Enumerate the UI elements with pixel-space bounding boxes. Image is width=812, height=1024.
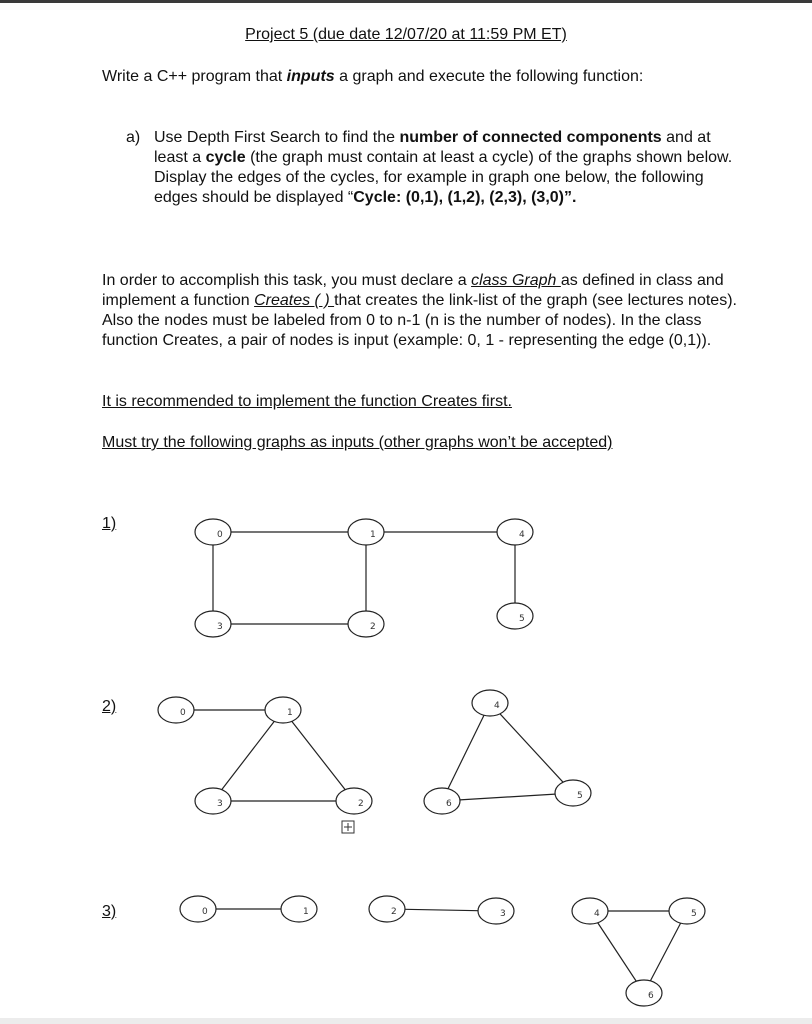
bottom-border bbox=[0, 1018, 812, 1024]
graph-edge-1-3 bbox=[222, 721, 275, 789]
graph-node-0 bbox=[195, 519, 231, 545]
graph-edge-5-6 bbox=[650, 923, 680, 981]
page-title: Project 5 (due date 12/07/20 at 11:59 PM ET) bbox=[245, 26, 567, 43]
graph-node-0 bbox=[158, 697, 194, 723]
graph-node-label: 3 bbox=[500, 909, 506, 919]
graph-node-label: 4 bbox=[494, 701, 500, 711]
graph-node-4 bbox=[472, 690, 508, 716]
graph-node-label: 5 bbox=[519, 614, 525, 624]
graph-node-label: 6 bbox=[446, 799, 452, 809]
graph-node-2 bbox=[369, 896, 405, 922]
graph-edge-4-6 bbox=[448, 715, 484, 788]
graph-node-label: 3 bbox=[217, 799, 223, 809]
graph-node-label: 0 bbox=[217, 530, 223, 540]
graph-edge-2-3 bbox=[405, 909, 478, 910]
graph-2 bbox=[158, 690, 591, 814]
graph-node-4 bbox=[497, 519, 533, 545]
graph-node-5 bbox=[555, 780, 591, 806]
task-a-cycle-example: Cycle: (0,1), (1,2), (2,3), (3,0) bbox=[353, 189, 564, 206]
graph-node-label: 5 bbox=[691, 909, 697, 919]
graph-3-label: 3) bbox=[102, 903, 117, 920]
task-a-bold: cycle bbox=[205, 149, 246, 166]
graph-node-label: 6 bbox=[648, 991, 654, 1001]
graph-3 bbox=[180, 896, 705, 1006]
graph-1 bbox=[195, 519, 533, 637]
para-text: that creates the link-list of the graph (see lectures notes). Also the nodes must be labeled from 0 to n-1 (n is the number of nodes). In the class function Creates, a pair of nodes is input (example: 0, 1 - representing the edge (0,1)). bbox=[102, 292, 737, 349]
graph-1-label: 1) bbox=[102, 515, 117, 532]
graph-node-3 bbox=[478, 898, 514, 924]
graph-node-0 bbox=[180, 896, 216, 922]
intro-part: a graph and execute the following function: bbox=[334, 68, 644, 85]
creates-function-ref: Creates ( ) bbox=[254, 292, 335, 309]
para-text: In order to accomplish this task, you must declare a bbox=[102, 272, 472, 289]
anchor-box-icon bbox=[342, 821, 354, 833]
graph-edge-1-2 bbox=[292, 721, 345, 789]
graph-node-label: 1 bbox=[303, 907, 309, 917]
graph-edge-4-5 bbox=[500, 714, 563, 782]
graph-node-3 bbox=[195, 611, 231, 637]
graph-node-1 bbox=[348, 519, 384, 545]
class-graph-ref: class Graph bbox=[471, 272, 561, 289]
graph-node-1 bbox=[265, 697, 301, 723]
graph-node-4 bbox=[572, 898, 608, 924]
graph-node-label: 2 bbox=[370, 622, 376, 632]
graph-edge-4-6 bbox=[598, 923, 637, 982]
intro-emphasis: inputs bbox=[286, 68, 335, 85]
graph-node-label: 0 bbox=[202, 907, 208, 917]
intro-part: Write a C++ program that bbox=[102, 68, 287, 85]
graph-node-5 bbox=[669, 898, 705, 924]
graph-2-label: 2) bbox=[102, 698, 117, 715]
graph-node-label: 0 bbox=[180, 708, 186, 718]
task-a-text: and at least a bbox=[154, 129, 711, 166]
graph-node-label: 4 bbox=[594, 909, 600, 919]
task-a-text: (the graph must contain at least a cycle) of the graphs shown below. Display the edges of the cycles, for example in graph one below, the following edges should be displayed “ bbox=[154, 149, 733, 206]
graph-edge-6-5 bbox=[460, 794, 555, 800]
graph-node-1 bbox=[281, 896, 317, 922]
graph-node-2 bbox=[336, 788, 372, 814]
graph-node-label: 2 bbox=[391, 907, 397, 917]
graph-node-label: 3 bbox=[217, 622, 223, 632]
graph-node-2 bbox=[348, 611, 384, 637]
graph-node-6 bbox=[626, 980, 662, 1006]
recommendation: It is recommended to implement the function Creates first. bbox=[102, 393, 512, 410]
task-a-marker: a) bbox=[126, 129, 141, 146]
graph-node-6 bbox=[424, 788, 460, 814]
task-a-text: ”. bbox=[563, 189, 577, 206]
graph-node-3 bbox=[195, 788, 231, 814]
graph-node-label: 2 bbox=[358, 799, 364, 809]
graph-node-label: 1 bbox=[287, 708, 293, 718]
para-text: as defined in class and implement a function bbox=[102, 272, 724, 309]
graph-node-label: 1 bbox=[370, 530, 376, 540]
graph-node-label: 5 bbox=[577, 791, 583, 801]
task-a-text: Use Depth First Search to find the bbox=[154, 129, 400, 146]
graph-node-5 bbox=[497, 603, 533, 629]
graph-node-label: 4 bbox=[519, 530, 525, 540]
must-try-heading: Must try the following graphs as inputs (other graphs won’t be accepted) bbox=[102, 434, 613, 451]
task-a-bold: number of connected components bbox=[399, 129, 662, 146]
